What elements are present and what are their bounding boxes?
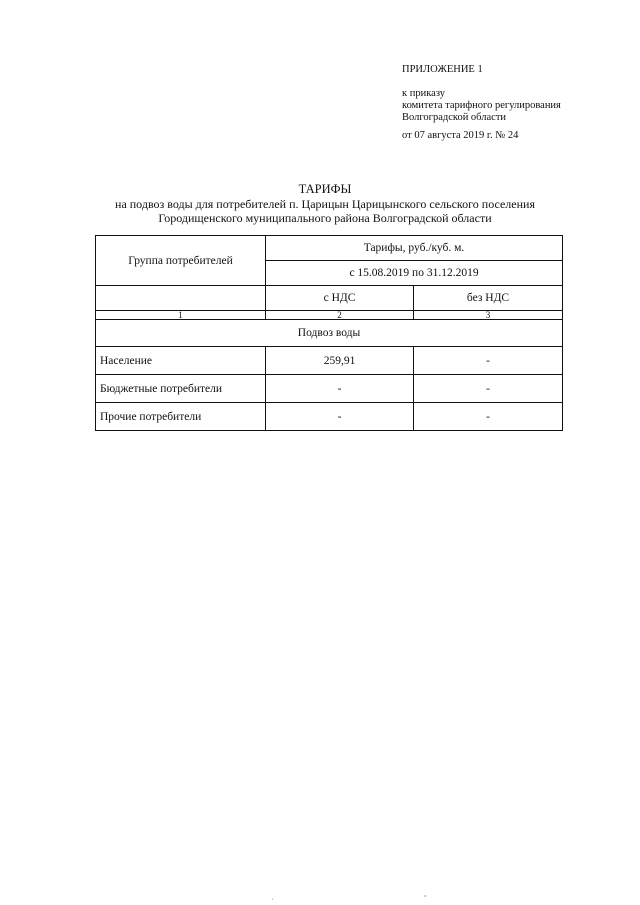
appendix-order: [402, 88, 561, 124]
section-title: Подвоз воды: [96, 320, 563, 347]
group-cell: Прочие потребители: [96, 403, 266, 431]
subtitle-line: на подвоз воды для потребителей п. Царицын Царицынского сельского поселения: [115, 197, 535, 211]
appendix-title: ПРИЛОЖЕНИЕ 1: [402, 64, 483, 75]
empty-cell: [96, 286, 266, 311]
table-row: [96, 347, 563, 375]
without-vat-cell: -: [414, 403, 563, 431]
scan-mark: °: [424, 895, 427, 901]
table-row: [96, 375, 563, 403]
column-number: 1: [96, 311, 266, 320]
group-cell: Население: [96, 347, 266, 375]
subtitle-line: Городищенского муниципального района Волгоградской области: [158, 211, 492, 225]
title-block: [60, 182, 590, 225]
header-row: [96, 236, 563, 261]
appendix-date-line: от 07 августа 2019 г. № 24: [402, 130, 519, 141]
without-vat-cell: -: [414, 375, 563, 403]
column-number: 3: [414, 311, 563, 320]
tariff-table: [95, 235, 563, 431]
appendix-date: [402, 130, 518, 142]
document-title: ТАРИФЫ: [298, 182, 352, 196]
col-vat-header: с НДС: [266, 286, 414, 311]
vat-header-row: [96, 286, 563, 311]
period-cell: с 15.08.2019 по 31.12.2019: [266, 261, 563, 286]
col-novat-header: без НДС: [414, 286, 563, 311]
column-number: 2: [266, 311, 414, 320]
tariff-header: Тарифы, руб./куб. м.: [266, 236, 563, 261]
with-vat-cell: 259,91: [266, 347, 414, 375]
group-header: Группа потребителей: [96, 236, 266, 286]
scan-mark: ,: [272, 895, 274, 901]
appendix-order-line: комитета тарифного регулирования: [402, 100, 561, 111]
appendix-order-line: Волгоградской области: [402, 112, 507, 123]
without-vat-cell: -: [414, 347, 563, 375]
section-row: [96, 320, 563, 347]
appendix-order-line: к приказу: [402, 88, 445, 99]
with-vat-cell: -: [266, 403, 414, 431]
group-cell: Бюджетные потребители: [96, 375, 266, 403]
table-row: [96, 403, 563, 431]
with-vat-cell: -: [266, 375, 414, 403]
appendix-label: [402, 64, 483, 76]
column-number-row: [96, 311, 563, 320]
